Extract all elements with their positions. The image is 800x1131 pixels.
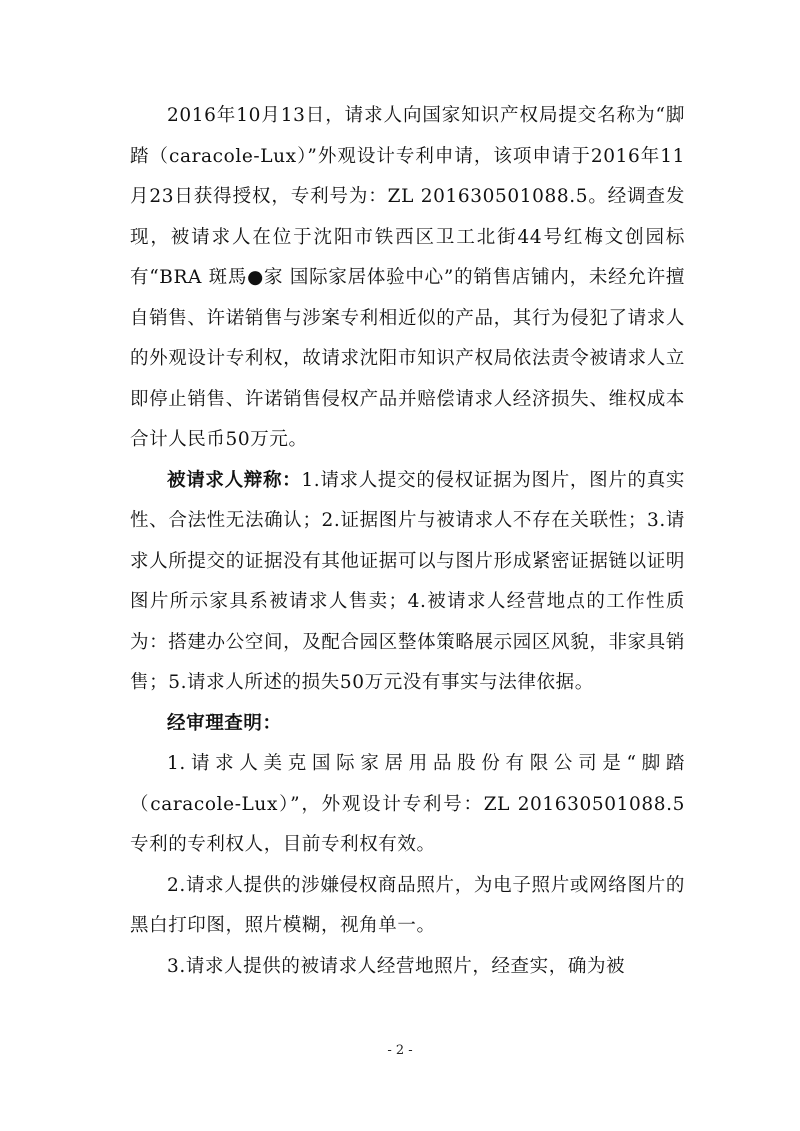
paragraph-finding-1: 1.请求人美克国际家居用品股份有限公司是“脚踏（caracole-Lux）”，外观设计专利号：ZL 201630501088.5专利的专利权人，目前专利权有效。 bbox=[130, 753, 685, 855]
respondent-defense-body: 1.请求人提交的侵权证据为图片，图片的真实性、合法性无法确认；2.证据图片与被请求人不存在关联性；3.请求人所提交的证据没有其他证据可以与图片形成紧密证据链以证明图片所示家具系被请求人售卖；4.被请求人经营地点的工作性质为：搭建办公空间，及配合园区整体策略展示园区风貌，非家具销售；5.请求人所述的损失50万元没有事实与法律依据。 bbox=[130, 469, 685, 693]
document-body bbox=[130, 96, 685, 987]
section-heading-findings: 经审理查明： bbox=[167, 712, 282, 734]
paragraph-finding-2: 2.请求人提供的涉嫌侵权商品照片，为电子照片或网络图片的黑白打印图，照片模糊，视角单一。 bbox=[130, 874, 685, 936]
page-number: - 2 - bbox=[387, 1043, 413, 1058]
paragraph-respondent-defense bbox=[130, 461, 685, 704]
paragraph-finding-3: 3.请求人提供的被请求人经营地照片，经查实，确为被 bbox=[167, 955, 626, 977]
respondent-defense-lead: 被请求人辩称： bbox=[167, 469, 302, 491]
paragraph-request-facts: 2016年10月13日，请求人向国家知识产权局提交名称为“脚踏（caracole-Lux）”外观设计专利申请，该项申请于2016年11月23日获得授权，专利号为：ZL 201630501088.5。经调查发现，被请求人在位于沈阳市铁西区卫工北街44号红梅文创园标有“BRA 斑馬●家 国际家居体验中心”的销售店铺内，未经允许擅自销售、许诺销售与涉案专利相近似的产品，其行为侵犯了请求人的外观设计专利权，故请求沈阳市知识产权局依法责令被请求人立即停止销售、许诺销售侵权产品并赔偿请求人经济损失、维权成本合计人民币50万元。 bbox=[130, 105, 685, 450]
